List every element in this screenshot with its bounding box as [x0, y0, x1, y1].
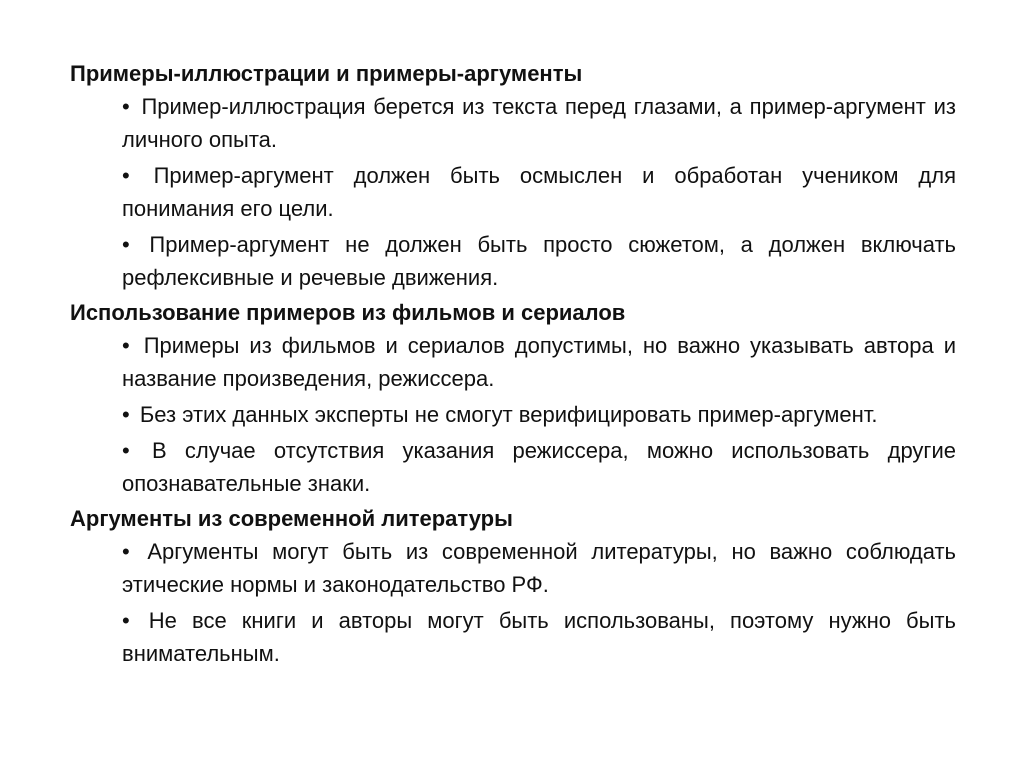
bullet-list	[70, 329, 956, 500]
bullet-text: Пример-иллюстрация берется из текста перед глазами, а пример-аргумент из личного опыта.	[122, 94, 956, 152]
bullet-dot: •	[122, 94, 130, 119]
section-heading: Примеры-иллюстрации и примеры-аргументы	[70, 61, 583, 86]
bullet-list	[70, 90, 956, 294]
section-films-series	[70, 297, 956, 500]
section-modern-literature	[70, 503, 956, 670]
bullet-dot: •	[122, 333, 130, 358]
bullet-item	[122, 90, 956, 156]
bullet-item	[122, 329, 956, 395]
slide-content	[70, 58, 956, 673]
bullet-item	[122, 398, 956, 431]
bullet-dot: •	[122, 438, 130, 463]
section-heading: Аргументы из современной литературы	[70, 506, 513, 531]
bullet-item	[122, 604, 956, 670]
bullet-text: В случае отсутствия указания режиссера, можно использовать другие опознавательные знаки.	[122, 438, 956, 496]
bullet-list	[70, 535, 956, 670]
bullet-text: Аргументы могут быть из современной литературы, но важно соблюдать этические нормы и законодательство РФ.	[122, 539, 956, 597]
bullet-item	[122, 159, 956, 225]
bullet-dot: •	[122, 539, 130, 564]
bullet-text: Не все книги и авторы могут быть использованы, поэтому нужно быть внимательным.	[122, 608, 956, 666]
bullet-item	[122, 535, 956, 601]
bullet-dot: •	[122, 232, 130, 257]
section-heading: Использование примеров из фильмов и сериалов	[70, 300, 626, 325]
bullet-text: Пример-аргумент должен быть осмыслен и обработан учеником для понимания его цели.	[122, 163, 956, 221]
section-examples-types	[70, 58, 956, 294]
bullet-dot: •	[122, 163, 130, 188]
bullet-item	[122, 434, 956, 500]
bullet-dot: •	[122, 402, 130, 427]
bullet-text: Примеры из фильмов и сериалов допустимы, но важно указывать автора и название произведения, режиссера.	[122, 333, 957, 391]
bullet-text: Без этих данных эксперты не смогут верифицировать пример-аргумент.	[139, 402, 878, 427]
bullet-text: Пример-аргумент не должен быть просто сюжетом, а должен включать рефлексивные и речевые движения.	[122, 232, 956, 290]
bullet-item	[122, 228, 956, 294]
bullet-dot: •	[122, 608, 130, 633]
